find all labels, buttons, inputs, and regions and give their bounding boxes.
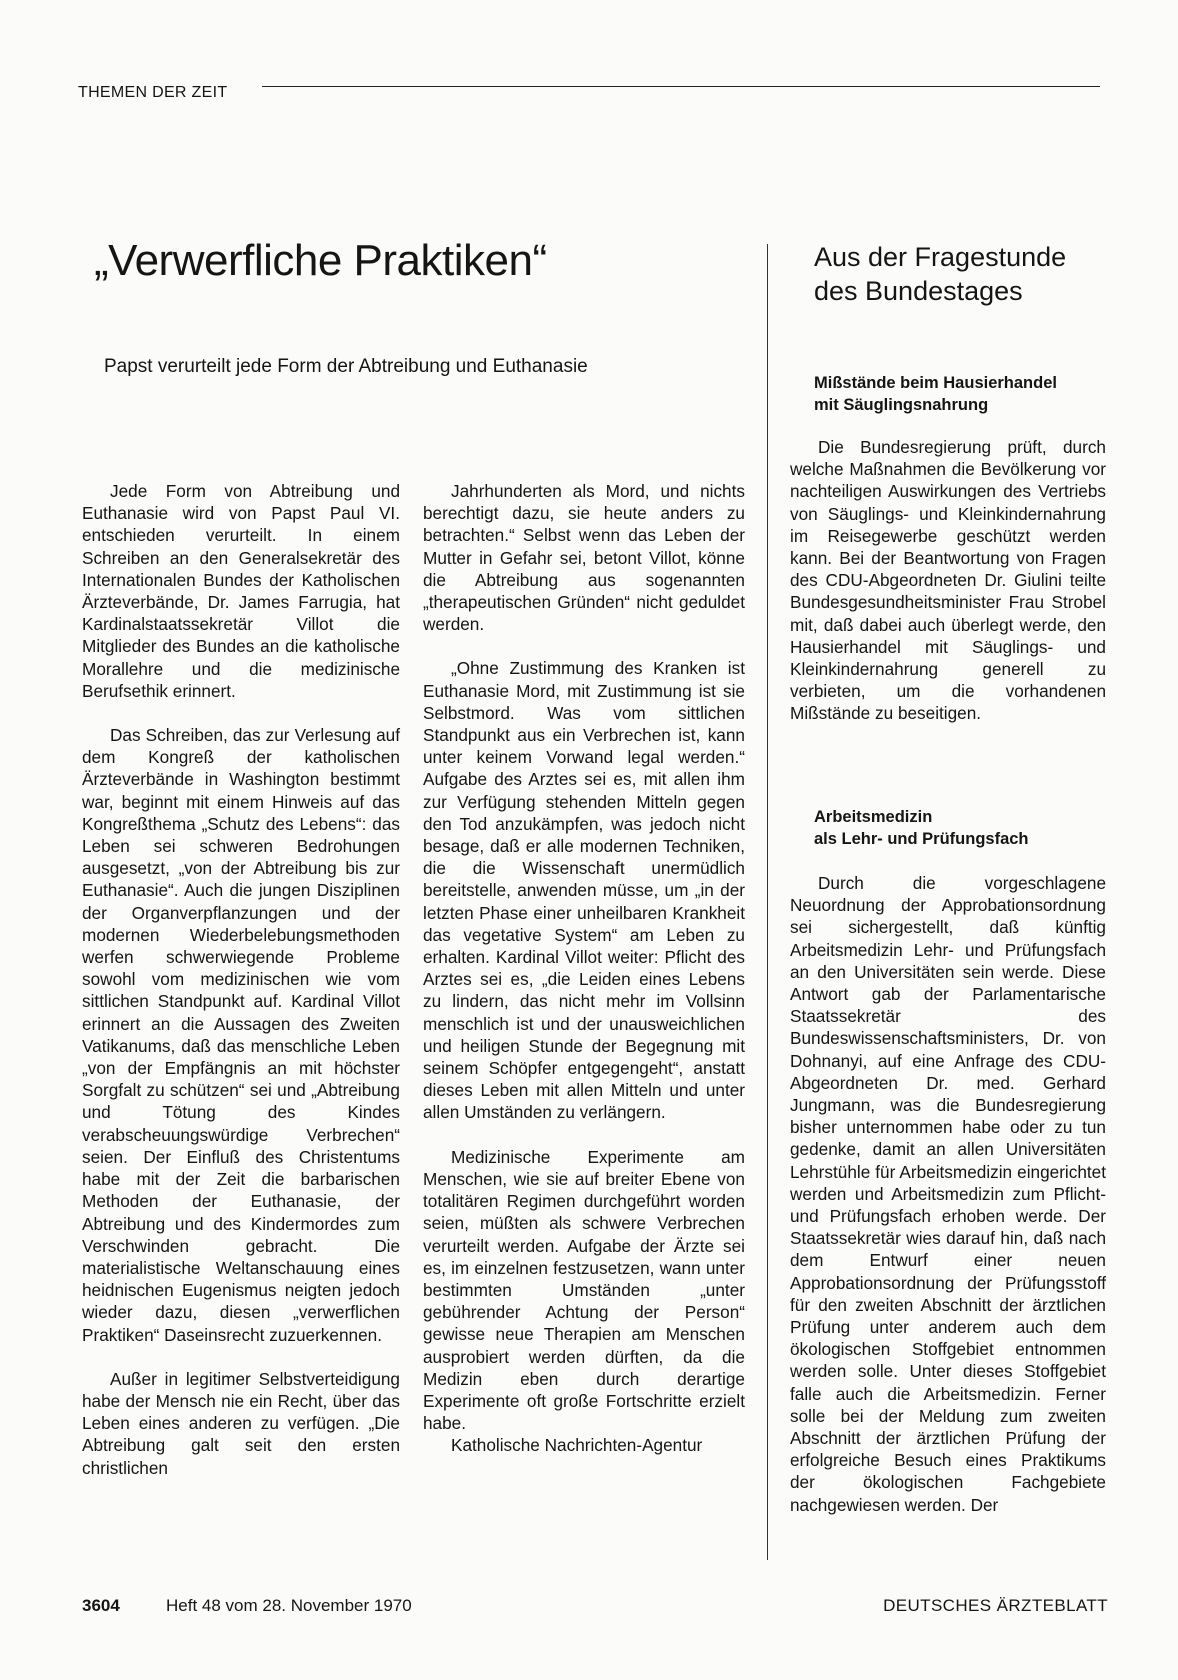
article-subtitle: Papst verurteilt jede Form der Abtreibung und Euthanasie (104, 356, 588, 377)
paragraph: Medizinische Experimente am Menschen, wie sie auf breiter Ebene von totalitären Regimen durchgeführt worden seien, müßten als schwere Verbrechen verurteilt werden. Aufgabe der Ärzte sei es, im einzelnen festzusetzen, wann unter bestimmten Umständen „unter gebührender Achtung der Person“ gewisse neue Therapien am Menschen ausprobiert werden dürften, da die Medizin eben durch derartige Experimente oft große Fortschritte erzielt habe. (423, 1146, 745, 1434)
source-credit: Katholische Nachrichten-Agentur (451, 1435, 703, 1456)
section-heading-line: Mißstände beim Hausierhandel (814, 374, 1057, 392)
sidebar-section-2-text (790, 872, 1106, 1516)
section-heading (790, 372, 1057, 416)
sidebar-section-1-text (790, 436, 1106, 725)
issue-info: Heft 48 vom 28. November 1970 (166, 1596, 412, 1615)
section-heading-line: Arbeitsmedizin (814, 808, 933, 826)
paragraph: Durch die vorgeschlagene Neuordnung der Approbationsordnung sei sichergestellt, daß künftig Arbeitsmedizin Lehr- und Prüfungsfach an den Universitäten sein werde. Diese Antwort gab der Parlamentarische Staatssekretär des Bundeswissenschaftsministers, Dr. von Dohnanyi, auf eine Anfrage des CDU-Abgeordneten Dr. med. Gerhard Jungmann, was die Bundesregierung bisher unternommen habe oder zu tun gedenke, damit an allen Universitäten Lehrstühle für Arbeitsmedizin eingerichtet werden und Arbeitsmedizin zum Pflicht- und Prüfungsfach erhoben werde. Der Staatssekretär wies darauf hin, daß nach dem Entwurf einer neuen Approbationsordnung der Prüfungsstoff für den zweiten Abschnitt der ärztlichen Prüfung unter anderem auch dem ökologischen Stoffgebiet entnommen werden solle. Unter dieses Stoffgebiet falle auch die Arbeitsmedizin. Ferner solle bei der Meldung zum zweiten Abschnitt der ärztlichen Prüfung der erfolgreiche Besuch eines Praktikums der ökologischen Fachgebiete nachgewiesen werden. Der (790, 873, 1106, 1515)
section-heading-line: als Lehr- und Prüfungsfach (814, 830, 1029, 848)
sidebar-title-line: Aus der Fragestunde (814, 242, 1067, 272)
paragraph: Jede Form von Abtreibung und Euthanasie wird von Papst Paul VI. entschieden verurteilt. In einem Schreiben an den Generalsekretär des Internationalen Bundes der Katholischen Ärzteverbände, Dr. James Farrugia, hat Kardinalstaatssekretär Villot die Mitglieder des Bundes an die katholische Morallehre und die medizinische Berufsethik erinnert. (82, 481, 400, 701)
header-rule (262, 86, 1100, 87)
paragraph: Außer in legitimer Selbstverteidigung habe der Mensch nie ein Recht, über das Leben eines anderen zu verfügen. „Die Abtreibung galt seit den ersten christlichen (82, 1368, 400, 1478)
sidebar-title-line: des Bundestages (814, 276, 1023, 306)
article-column-2 (423, 480, 745, 1457)
section-heading-line: mit Säuglingsnahrung (814, 396, 989, 414)
running-head: THEMEN DER ZEIT (78, 84, 228, 101)
page-number: 3604 (82, 1596, 120, 1615)
paragraph: Das Schreiben, das zur Verlesung auf dem Kongreß der katholischen Ärzteverbände in Washington bestimmt war, beginnt mit einem Hinweis auf das Kongreßthema „Schutz des Lebens“: das Leben sei schweren Bedrohungen ausgesetzt, „von der Abtreibung bis zur Euthanasie“. Auch die jungen Disziplinen der Organverpflanzungen und der modernen Wiederbelebungsmethoden werfen schwerwiegende Probleme sowohl vom medizinischen wie vom sittlichen Standpunkt auf. Kardinal Villot erinnert an die Aussagen des Zweiten Vatikanums, daß das menschliche Leben „von der Empfängnis an mit höchster Sorgfalt zu schützen“ sei und „Abtreibung und Tötung des Kindes verabscheuungswürdige Verbrechen“ seien. Der Einfluß des Christentums habe mit der Zeit die barbarischen Methoden der Euthanasie, der Abtreibung und des Kindermordes zum Verschwinden gebracht. Die materialistische Weltanschauung eines heidnischen Eugenismus neigten jedoch wieder dazu, diesen „verwerflichen Praktiken“ Daseinsrecht zuzuerkennen. (82, 725, 400, 1345)
sidebar-title (814, 240, 1104, 308)
column-divider (767, 244, 768, 1560)
article-column-1 (82, 480, 400, 1479)
paragraph: „Ohne Zustimmung des Kranken ist Euthanasie Mord, mit Zustimmung ist sie Selbstmord. Was vom sittlichen Standpunkt aus ein Verbrechen ist, kann unter keinem Vorwand legal werden.“ Aufgabe des Arztes sei es, mit allen ihm zur Verfügung stehenden Mitteln gegen den Tod anzukämpfen, was jedoch nicht besage, daß er alle modernen Techniken, die die Wissenschaft unermüdlich bereitstelle, anwenden müsse, um „in der letzten Phase einer unheilbaren Krankheit das vegetative System“ am Leben zu erhalten. Kardinal Villot weiter: Pflicht des Arztes sei es, „die Leiden eines Lebens zu lindern, das nicht mehr im Vollsinn menschlich ist und der unausweichlichen und heiligen Stunde der Begegnung mit seinem Schöpfer entgegengeht“, anstatt dieses Leben mit allen Mitteln und unter allen Umständen zu verlängern. (423, 658, 745, 1123)
section-heading (790, 806, 1029, 850)
article-title: „Verwerfliche Praktiken“ (94, 236, 547, 285)
journal-name: DEUTSCHES ÄRZTEBLATT (883, 1596, 1108, 1615)
paragraph: Die Bundesregierung prüft, durch welche Maßnahmen die Bevölkerung vor nachteiligen Auswirkungen des Vertriebs von Säuglings- und Kleinkindernahrung im Reisegewerbe geschützt werden kann. Bei der Beantwortung von Fragen des CDU-Abgeordneten Dr. Giulini teilte Bundesgesundheitsminister Frau Strobel mit, daß dabei auch überlegt werde, den Hausierhandel mit Säuglings- und Kleinkindernahrung generell zu verbieten, um die vorhandenen Mißstände zu beseitigen. (790, 437, 1106, 724)
paragraph: Jahrhunderten als Mord, und nichts berechtigt dazu, sie heute anders zu betrachten.“ Selbst wenn das Leben der Mutter in Gefahr sei, betont Villot, könne die Abtreibung aus sogenannten „therapeutischen Gründen“ nicht geduldet werden. (423, 481, 745, 635)
